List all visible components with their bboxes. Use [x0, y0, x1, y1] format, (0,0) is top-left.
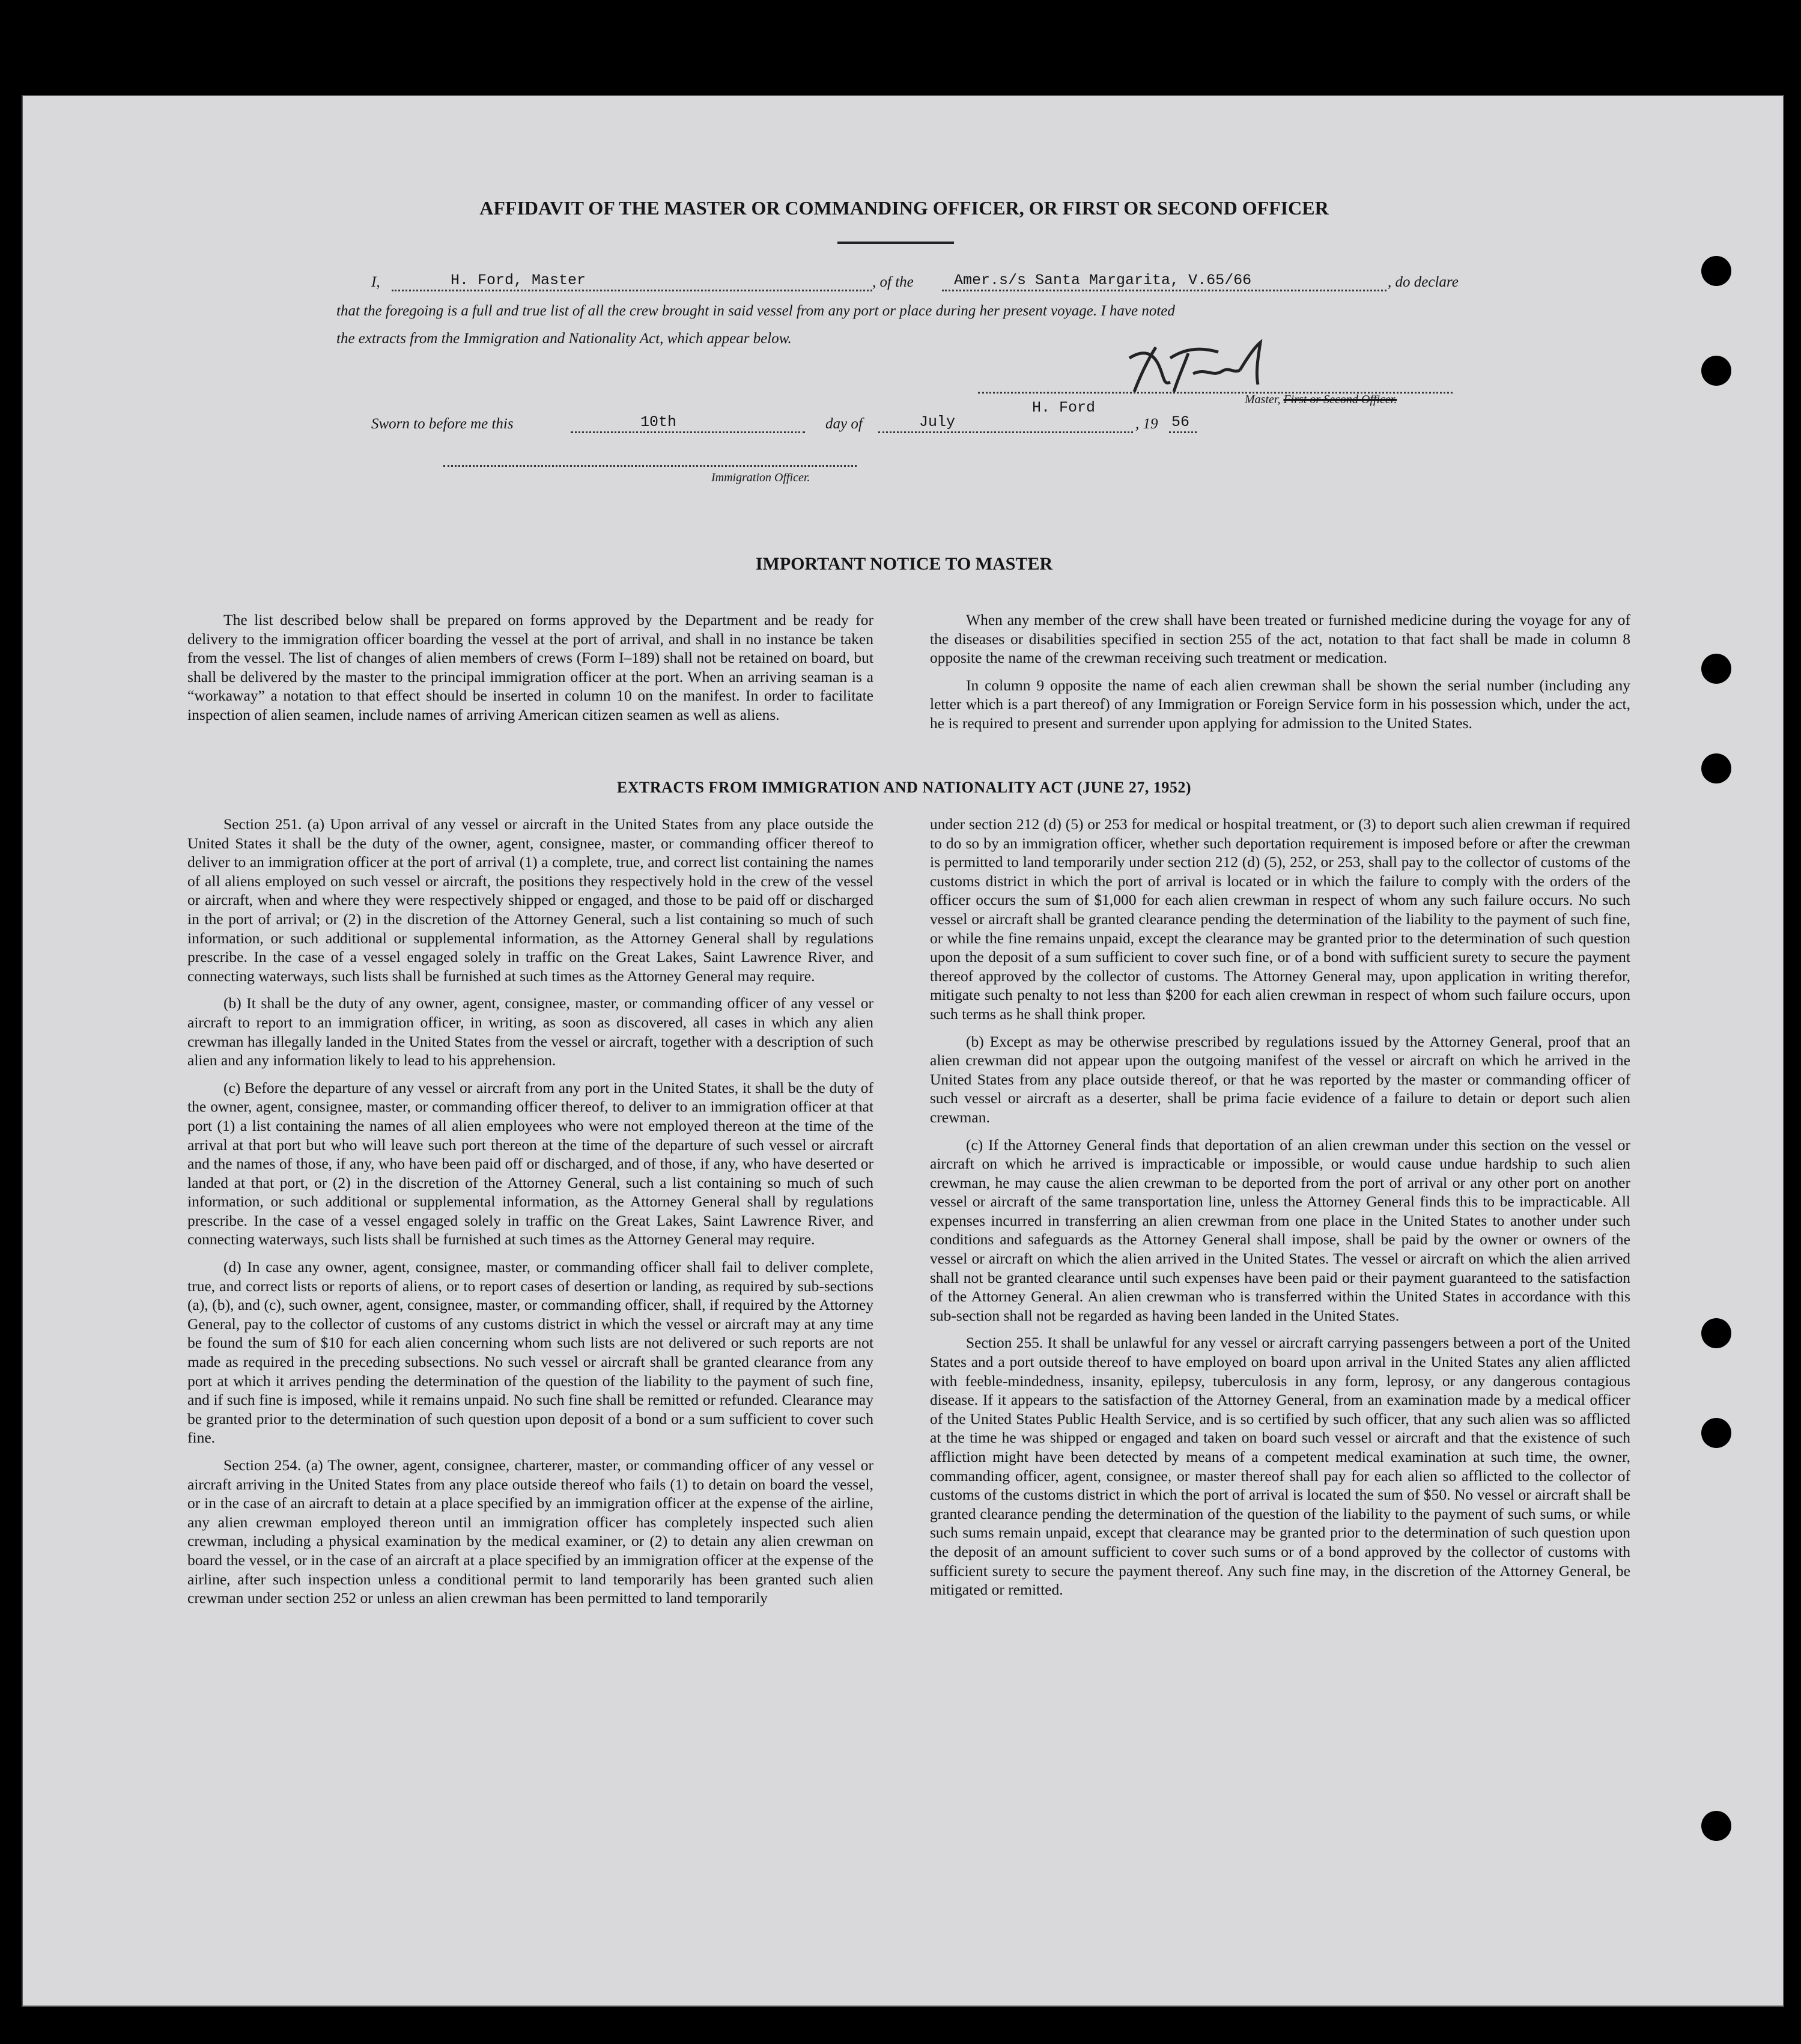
- name-field: [392, 272, 872, 291]
- act-paragraph: (d) In case any owner, agent, consignee, master, or commanding officer shall fail to deliver complete, true, and correct lists or reports of aliens, or to report cases of desertion or landing, as required by sub-sections (a), (b), and (c), such owner, agent, consignee, master, or commanding officer, shall, if required by the Attorney General, pay to the collector of customs of any customs district in which the vessel or aircraft may at any time be found the sum of $10 for each alien concerning whom such lists are not delivered or such reports are not made as required in the preceding subsections. No such vessel or aircraft shall be granted clearance from any port at which it arrives pending the determination of the question of the liability to the payment of such fine, and if such fine is imposed, while it remains unpaid. No such fine shall be remitted or refunded. Clearance may be granted prior to the determination of such question upon deposit of a bond or a sum sufficient to cover such fine.: [187, 1258, 873, 1447]
- act-paragraph: under section 212 (d) (5) or 253 for medical or hospital treatment, or (3) to deport such alien crewman if required to do so by an immigration officer, whether such deportation requirement is imposed before or after the crewman is permitted to land temporarily under section 212 (d) (5), 252, or 253, shall pay to the collector of customs of the customs district in which the port of arrival is located or in which the failure to comply with the orders of the officer occurs the sum of $1,000 for each alien crewman in respect of whom any such failure occurs. No such vessel or aircraft shall be granted clearance pending the determination of the liability to the payment of such fine, or while the fine remains unpaid, except the clearance may be granted prior to the determination of such question upon the deposit of a sum sufficient to cover such fine, or of a bond with sufficient surety to secure the payment thereof approved by the collector of customs. The Attorney General may, upon application in writing therefor, mitigate such penalty to not less than $200 for each alien crewman in respect of whom such failure occurs, upon such terms as he shall think proper.: [930, 815, 1630, 1023]
- master-label-text: Master,: [1245, 393, 1281, 406]
- signature-typed-name: H. Ford: [1032, 399, 1096, 416]
- struck-officer-label: First or Second Officer.: [1283, 393, 1397, 406]
- of-the-label: , of the: [872, 274, 914, 290]
- extracts-right-column: [930, 815, 1630, 1608]
- declaration-line-1: that the foregoing is a full and true list of all the crew brought in said vessel from any port or place during her present voyage. I have noted: [336, 303, 1175, 319]
- extracts-title: EXTRACTS FROM IMMIGRATION AND NATIONALITY ACT (JUNE 27, 1952): [616, 779, 1192, 796]
- immigration-officer-label: Immigration Officer.: [711, 471, 810, 484]
- extracts-left-column: [187, 815, 873, 1616]
- master-label: [1245, 393, 1397, 407]
- handwritten-signature: [1116, 334, 1284, 400]
- sworn-label: Sworn to before me this: [371, 416, 514, 432]
- punch-hole: [1701, 356, 1731, 386]
- notice-right-column: [930, 610, 1630, 741]
- officer-signature-line: [443, 465, 857, 467]
- vessel-field: [942, 272, 1386, 291]
- sworn-day-field: [571, 413, 805, 433]
- affidavit-title: AFFIDAVIT OF THE MASTER OR COMMANDING OFFICER, OR FIRST OR SECOND OFFICER: [479, 197, 1329, 219]
- punch-hole: [1701, 1418, 1731, 1448]
- notice-paragraph: The list described below shall be prepared on forms approved by the Department and be ready for delivery to the immigration officer boarding the vessel at the port of arrival, and shall in no instance be taken from the vessel. The list of changes of alien members of crews (Form I–189) shall not be retained on board, but shall be delivered by the master to the principal immigration officer at the port. When an arriving seaman is a “workaway” a notation to that effect should be inserted in column 10 on the manifest. In order to facilitate inspection of alien seamen, include names of arriving American citizen seamen as well as aliens.: [187, 611, 873, 723]
- declare-label: , do declare: [1388, 274, 1459, 290]
- punch-hole: [1701, 1318, 1731, 1348]
- act-paragraph: Section 255. It shall be unlawful for any vessel or aircraft carrying passengers between a port of the United States and a port outside thereof to have employed on board upon arrival in the United States any alien afflicted with feeble-mindedness, insanity, epilepsy, tuberculosis in any form, leprosy, or any dangerous contagious disease. If it appears to the satisfaction of the Attorney General, from an examination made by a medical officer of the United States Public Health Service, and is so certified by such officer, that any such alien was so afflicted at the time he was shipped or engaged and taken on board such vessel or aircraft and that the existence of such affliction might have been detected by means of a competent medical examination at such time, the owner, commanding officer, agent, consignee, or master thereof shall pay for each alien so afflicted to the collector of customs of the customs district in which the port of arrival is located the sum of $50. No vessel or aircraft shall be granted clearance pending the determination of the question of the liability to the payment of such sums, or while such sums remain unpaid, except that clearance may be granted prior to the determination of such question upon the deposit of an amount sufficient to cover such sums or of a bond approved by the collector of customs with sufficient surety to secure the payment thereof. Any such fine may, in the discretion of the Attorney General, be mitigated or remitted.: [930, 1334, 1630, 1599]
- document-page: [22, 95, 1784, 2007]
- act-paragraph: Section 251. (a) Upon arrival of any vessel or aircraft in the United States from any place outside the United States it shall be the duty of the owner, agent, consignee, master, or commanding officer thereof to deliver to an immigration officer at the port of arrival (1) a complete, true, and correct list containing the names of all aliens employed on such vessel or aircraft, the positions they respectively hold in the crew of the vessel or aircraft, when and where they were respectively shipped or engaged, and those to be paid off or discharged in the port of arrival; or (2) in the discretion of the Attorney General, such a list containing so much of such information, or such additional or supplemental information, as the Attorney General shall by regulations prescribe. In the case of a vessel engaged solely in traffic on the Great Lakes, Saint Lawrence River, and connecting waterways, such lists shall be furnished at such times as the Attorney General may require.: [187, 815, 873, 985]
- notice-title: IMPORTANT NOTICE TO MASTER: [755, 554, 1053, 574]
- punch-hole: [1701, 256, 1731, 286]
- act-paragraph: (b) It shall be the duty of any owner, agent, consignee, master, or commanding officer of any vessel or aircraft to report to an immigration officer, in writing, as soon as discovered, all cases in which any alien crewman has illegally landed in the United States from the vessel or aircraft, together with a description of such alien and any information likely to lead to his apprehension.: [187, 994, 873, 1069]
- act-paragraph: (c) Before the departure of any vessel or aircraft from any port in the United States, it shall be the duty of the owner, agent, consignee, master, or commanding officer thereof, to deliver to an immigration officer at that port (1) a list containing the names of all alien employees who were not employed thereon at the time of the arrival at that port but who will leave such port thereon at the time of the departure of such vessel or aircraft and the names of those, if any, who have been paid off or discharged, and of those, if any, who have deserted or landed at that port, or (2) in the discretion of the Attorney General, such a list containing so much of such information, or such additional or supplemental information, as the Attorney General shall by regulations prescribe. In the case of a vessel engaged solely in traffic on the Great Lakes, Saint Lawrence River, and connecting waterways, such lists shall be furnished at such times as the Attorney General may require.: [187, 1078, 873, 1249]
- year-suffix: 56: [1171, 413, 1190, 431]
- year-prefix: , 19: [1135, 416, 1158, 432]
- act-paragraph: Section 254. (a) The owner, agent, consignee, charterer, master, or commanding officer of any vessel or aircraft arriving in the United States from any place outside thereof who fails (1) to detain on board the vessel, or in the case of an aircraft to detain at a place specified by an immigration officer at the expense of the airline, any alien crewman employed thereon until an immigration officer has completely inspected such alien crewman, including a physical examination by the medical examiner, or (2) to detain any alien crewman on board the vessel, or in the case of an aircraft at a place specified by an immigration officer at the expense of the airline, after such inspection unless a conditional permit to land temporarily has been granted such alien crewman under section 252 or unless an alien crewman has been permitted to land temporarily: [187, 1456, 873, 1607]
- declaration-line-2: the extracts from the Immigration and Nationality Act, which appear below.: [336, 330, 792, 347]
- i-label: I,: [371, 274, 380, 290]
- day-of-label: day of: [825, 416, 863, 432]
- name-value: H. Ford, Master: [451, 272, 586, 289]
- punch-hole: [1701, 1811, 1731, 1841]
- sworn-month-field: [878, 413, 1133, 433]
- vessel-value: Amer.s/s Santa Margarita, V.65/66: [954, 272, 1252, 289]
- act-paragraph: (c) If the Attorney General finds that deportation of an alien crewman under this section on the vessel or aircraft on which he arrived is impracticable or impossible, or would cause undue hardship to such alien crewman, he may cause the alien crewman to be deported from the port of arrival or any other port on another vessel or aircraft of the same transportation line, unless the Attorney General finds this to be impracticable. All expenses incurred in transferring an alien crewman from one place in the United States to another under such conditions and safeguards as the Attorney General shall impose, shall be paid by the owner or owners of the vessel or aircraft on which the alien arrived in the United States. The vessel or aircraft on which the alien arrived shall not be granted clearance until such expenses have been paid or their payment guaranteed to the satisfaction of the Attorney General. An alien crewman who is transferred within the United States in accordance with this sub-section shall not be regarded as having been landed in the United States.: [930, 1136, 1630, 1324]
- sworn-month-value: July: [919, 413, 956, 431]
- notice-paragraph: In column 9 opposite the name of each alien crewman shall be shown the serial number (including any letter which is a part thereof) of any Immigration or Foreign Service form in his possession which, under the act, he is required to present and surrender upon applying for admission to the United States.: [930, 676, 1630, 732]
- notice-paragraph: When any member of the crew shall have been treated or furnished medicine during the voyage for any of the diseases or disabilities specified in section 255 of the act, notation to that fact shall be made in column 8 opposite the name of the crewman receiving such treatment or medication.: [930, 611, 1630, 667]
- act-paragraph: (b) Except as may be otherwise prescribed by regulations issued by the Attorney General, proof that an alien crewman did not appear upon the outgoing manifest of the vessel or aircraft on which he arrived in the United States from any place outside thereof, or that he was reported by the master or commanding officer of such vessel or aircraft as a deserter, shall be prima facie evidence of a failure to detain or deport such alien crewman.: [930, 1032, 1630, 1126]
- punch-hole: [1701, 654, 1731, 684]
- title-rule: [837, 242, 954, 244]
- sworn-day-value: 10th: [640, 413, 677, 431]
- year-field: [1169, 413, 1197, 433]
- notice-left-column: [187, 610, 873, 733]
